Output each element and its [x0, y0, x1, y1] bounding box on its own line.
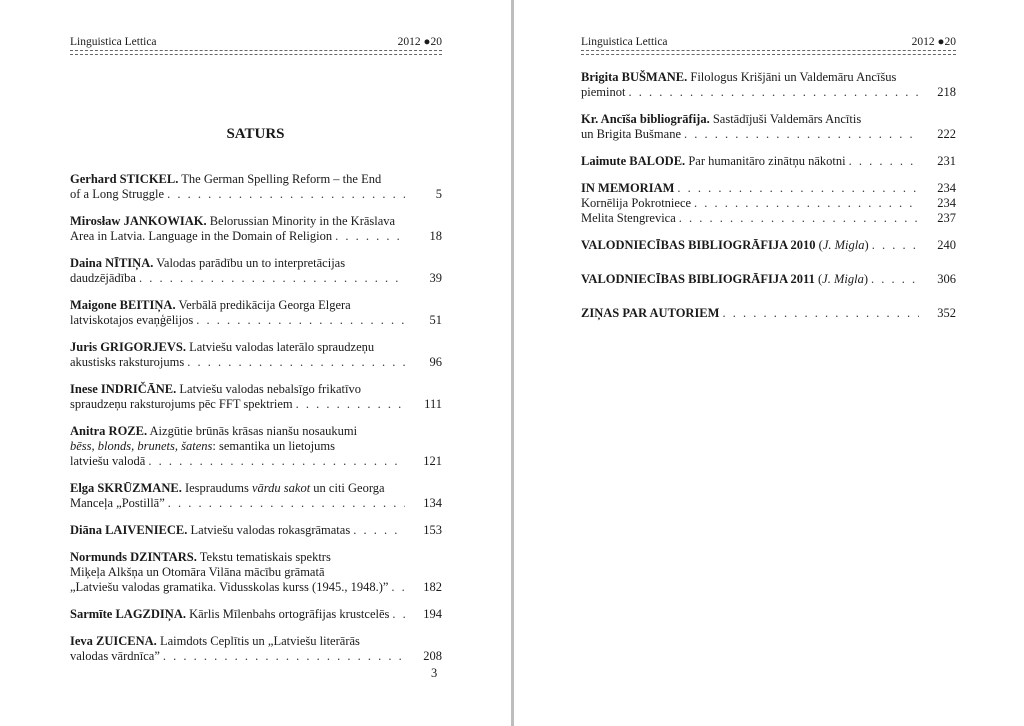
leader-dots: [335, 229, 405, 244]
entry-page: 134: [423, 496, 442, 510]
entry-line: [70, 424, 442, 439]
toc-list-right: [581, 70, 956, 321]
toc-entry: [70, 256, 442, 286]
entry-line: [70, 355, 442, 370]
header-rule: [581, 50, 956, 55]
entry-text: Maigone BEITIŅA. Verbālā predikācija Georga Elgera: [70, 298, 351, 312]
entry-line: [70, 187, 442, 202]
entry-text: Sarmīte LAGZDIŅA. Kārlis Mīlenbahs ortogrāfijas krustcelēs: [70, 607, 390, 621]
entry-line: [70, 634, 442, 649]
entry-text: Brigita BUŠMANE. Filologus Krišjāni un Valdemāru Ancīšus: [581, 70, 897, 84]
entry-page: 208: [423, 649, 442, 663]
entry-text: VALODNIECĪBAS BIBLIOGRĀFIJA 2011 (J. Migla): [581, 272, 868, 286]
bibliography-title: VALODNIECĪBAS BIBLIOGRĀFIJA 2011: [581, 272, 815, 286]
entry-line: [70, 313, 442, 328]
entry-line: [581, 211, 956, 226]
entry-page: 306: [937, 272, 956, 286]
leader-dots: [871, 272, 919, 287]
bibliography-entry: [581, 272, 956, 287]
bibliography-entry: [581, 238, 956, 253]
leader-dots: [391, 580, 405, 595]
leader-dots: [139, 271, 405, 286]
toc-entry: [581, 112, 956, 142]
entry-author: Sarmīte LAGZDIŅA.: [70, 607, 186, 621]
toc-entry: [70, 382, 442, 412]
memoriam-name: Kornēlija Pokrotniece: [581, 196, 692, 210]
entry-line: [70, 397, 442, 412]
header-rule: [70, 50, 442, 55]
leader-dots: [167, 187, 405, 202]
leader-dots: [187, 355, 405, 370]
leader-dots: [353, 523, 405, 538]
entry-line: [581, 272, 956, 287]
leader-dots: [392, 607, 405, 622]
entry-text: of a Long Struggle: [70, 187, 165, 201]
entry-page: 218: [937, 85, 956, 99]
entry-text: Elga SKRŪZMANE. Iespraudums vārdu sakot un citi Georga: [70, 481, 385, 495]
entry-author: Mirosław JANKOWIAK.: [70, 214, 207, 228]
entry-page: 234: [937, 196, 956, 210]
leader-dots: [196, 313, 405, 328]
entry-line: [70, 340, 442, 355]
entry-text: latviešu valodā: [70, 454, 146, 468]
entry-author: Ieva ZUICENA.: [70, 634, 157, 648]
memoriam-title: IN MEMORIAM: [581, 181, 675, 195]
toc-list-left: [70, 172, 442, 676]
leader-dots: [694, 196, 919, 211]
entry-line: [70, 607, 442, 622]
toc-entry: [581, 154, 956, 169]
entry-line: [70, 454, 442, 469]
entry-page: 39: [429, 271, 442, 285]
entry-text: Miķeļa Alkšņa un Otomāra Vilāna mācību grāmatā: [70, 565, 325, 579]
entry-text: VALODNIECĪBAS BIBLIOGRĀFIJA 2010 (J. Migla): [581, 238, 869, 252]
entry-italic: vārdu sakot: [251, 481, 311, 495]
entry-page: 231: [937, 154, 956, 168]
entry-text: latviskotajos evaņģēlijos: [70, 313, 194, 327]
entry-line: [70, 565, 442, 580]
entry-line: [70, 382, 442, 397]
entry-author: Daina NĪTIŅA.: [70, 256, 154, 270]
journal-name: Linguistica Lettica: [70, 36, 157, 48]
entry-line: [581, 181, 956, 196]
authors-section: [581, 306, 956, 321]
toc-entry: [70, 634, 442, 664]
toc-entry: [70, 298, 442, 328]
entry-text: Mirosław JANKOWIAK. Belorussian Minority in the Krāslava: [70, 214, 396, 228]
bibliography-title: VALODNIECĪBAS BIBLIOGRĀFIJA 2010: [581, 238, 816, 252]
entry-line: [581, 70, 956, 85]
entry-italic: bēss, blonds, brunets, šatens: [70, 439, 213, 453]
leader-dots: [722, 306, 919, 321]
entry-line: [70, 172, 442, 187]
entry-author: Diāna LAIVENIECE.: [70, 523, 188, 537]
page-number: 3: [431, 666, 438, 680]
issue-number: 2012 ●20: [911, 36, 956, 48]
leader-dots: [684, 127, 919, 142]
entry-text: spraudzeņu raksturojums pēc FFT spektriem: [70, 397, 293, 411]
entry-line: [581, 238, 956, 253]
entry-line: [70, 229, 442, 244]
toc-entry: [70, 550, 442, 595]
entry-text: Manceļa „Postillā”: [70, 496, 165, 510]
leader-dots: [679, 211, 919, 226]
entry-text: valodas vārdnīca”: [70, 649, 160, 663]
entry-page: 51: [429, 313, 442, 327]
entry-text: Anitra ROZE. Aizgūtie brūnās krāsas nianšu nosaukumi: [70, 424, 358, 438]
leader-dots: [872, 238, 919, 253]
entry-line: [581, 112, 956, 127]
entry-page: 96: [429, 355, 442, 369]
entry-text: Normunds DZINTARS. Tekstu tematiskais spektrs: [70, 550, 331, 564]
entry-author: Maigone BEITIŅA.: [70, 298, 176, 312]
toc-entry: [70, 607, 442, 622]
entry-author: Laimute BALODE.: [581, 154, 686, 168]
entry-page: 121: [423, 454, 442, 468]
toc-entry: [581, 70, 956, 100]
entry-text: Laimute BALODE. Par humanitāro zinātņu nākotni: [581, 154, 846, 168]
entry-line: [70, 298, 442, 313]
leader-dots: [168, 496, 405, 511]
entry-author: Juris GRIGORJEVS.: [70, 340, 186, 354]
entry-page: 237: [937, 211, 956, 225]
entry-page: 5: [435, 187, 442, 201]
left-page: [0, 0, 511, 726]
entry-line: [70, 649, 442, 664]
entry-author: Anitra ROZE.: [70, 424, 148, 438]
entry-text: Ieva ZUICENA. Laimdots Ceplītis un „Latviešu literārās: [70, 634, 360, 648]
right-page: [514, 0, 1024, 726]
entry-line: [70, 580, 442, 595]
entry-text: „Latviešu valodas gramatika. Vidusskolas kurss (1945., 1948.)”: [70, 580, 389, 594]
journal-name: Linguistica Lettica: [581, 36, 668, 48]
entry-line: [70, 496, 442, 511]
leader-dots: [296, 397, 405, 412]
entry-author: Inese INDRIČĀNE.: [70, 382, 177, 396]
entry-author: Kr. Ancīša bibliogrāfija.: [581, 112, 710, 126]
entry-text: Inese INDRIČĀNE. Latviešu valodas nebalsīgo frikatīvo: [70, 382, 361, 396]
leader-dots: [628, 85, 919, 100]
entry-page: 182: [423, 580, 442, 594]
entry-line: [70, 439, 442, 454]
entry-text: Juris GRIGORJEVS. Latviešu valodas laterālo spraudzeņu: [70, 340, 375, 354]
bibliography-editor: J. Migla: [822, 272, 864, 286]
entry-author: Normunds DZINTARS.: [70, 550, 197, 564]
toc-entry: [70, 172, 442, 202]
entry-line: [70, 214, 442, 229]
entry-page: 194: [423, 607, 442, 621]
entry-text: pieminot: [581, 85, 626, 99]
entry-line: [70, 523, 442, 538]
entry-line: [70, 550, 442, 565]
entry-page: 222: [937, 127, 956, 141]
entry-line: [70, 271, 442, 286]
toc-entry: [70, 340, 442, 370]
entry-text: un Brigita Bušmane: [581, 127, 681, 141]
entry-author: Elga SKRŪZMANE.: [70, 481, 182, 495]
toc-entry: [70, 424, 442, 469]
entry-text: Area in Latvia. Language in the Domain of Religion: [70, 229, 333, 243]
entry-page: 111: [424, 397, 442, 411]
entry-text: Daina NĪTIŅA. Valodas parādību un to interpretācijas: [70, 256, 346, 270]
entry-text: bēss, blonds, brunets, šatens: semantika un lietojums: [70, 439, 335, 453]
entry-line: [581, 85, 956, 100]
toc-entry: [70, 214, 442, 244]
bibliography-editor: J. Migla: [822, 238, 865, 252]
entry-text: daudzējādība: [70, 271, 136, 285]
entry-page: 234: [937, 181, 956, 195]
entry-line: [70, 481, 442, 496]
memoriam-name: Melita Stengrevica: [581, 211, 676, 225]
issue-number: 2012 ●20: [397, 36, 442, 48]
entry-text: Kr. Ancīša bibliogrāfija. Sastādījuši Valdemārs Ancītis: [581, 112, 862, 126]
entry-line: [70, 256, 442, 271]
entry-page: 153: [423, 523, 442, 537]
entry-author: Gerhard STICKEL.: [70, 172, 179, 186]
entry-text: Diāna LAIVENIECE. Latviešu valodas rokasgrāmatas: [70, 523, 351, 537]
entry-line: [581, 154, 956, 169]
entry-line: [581, 306, 956, 321]
leader-dots: [849, 154, 919, 169]
entry-text: Gerhard STICKEL. The German Spelling Reform – the End: [70, 172, 382, 186]
entry-page: 240: [937, 238, 956, 252]
memoriam-section: [581, 181, 956, 226]
toc-entry: [70, 481, 442, 511]
entry-page: 18: [429, 229, 442, 243]
entry-author: Brigita BUŠMANE.: [581, 70, 688, 84]
leader-dots: [148, 454, 405, 469]
leader-dots: [163, 649, 405, 664]
toc-entry: [70, 523, 442, 538]
toc-title: SATURS: [226, 126, 285, 142]
authors-title: ZIŅAS PAR AUTORIEM: [581, 306, 720, 320]
entry-text: akustisks raksturojums: [70, 355, 185, 369]
entry-page: 352: [937, 306, 956, 320]
entry-line: [581, 127, 956, 142]
entry-line: [581, 196, 956, 211]
leader-dots: [677, 181, 919, 196]
